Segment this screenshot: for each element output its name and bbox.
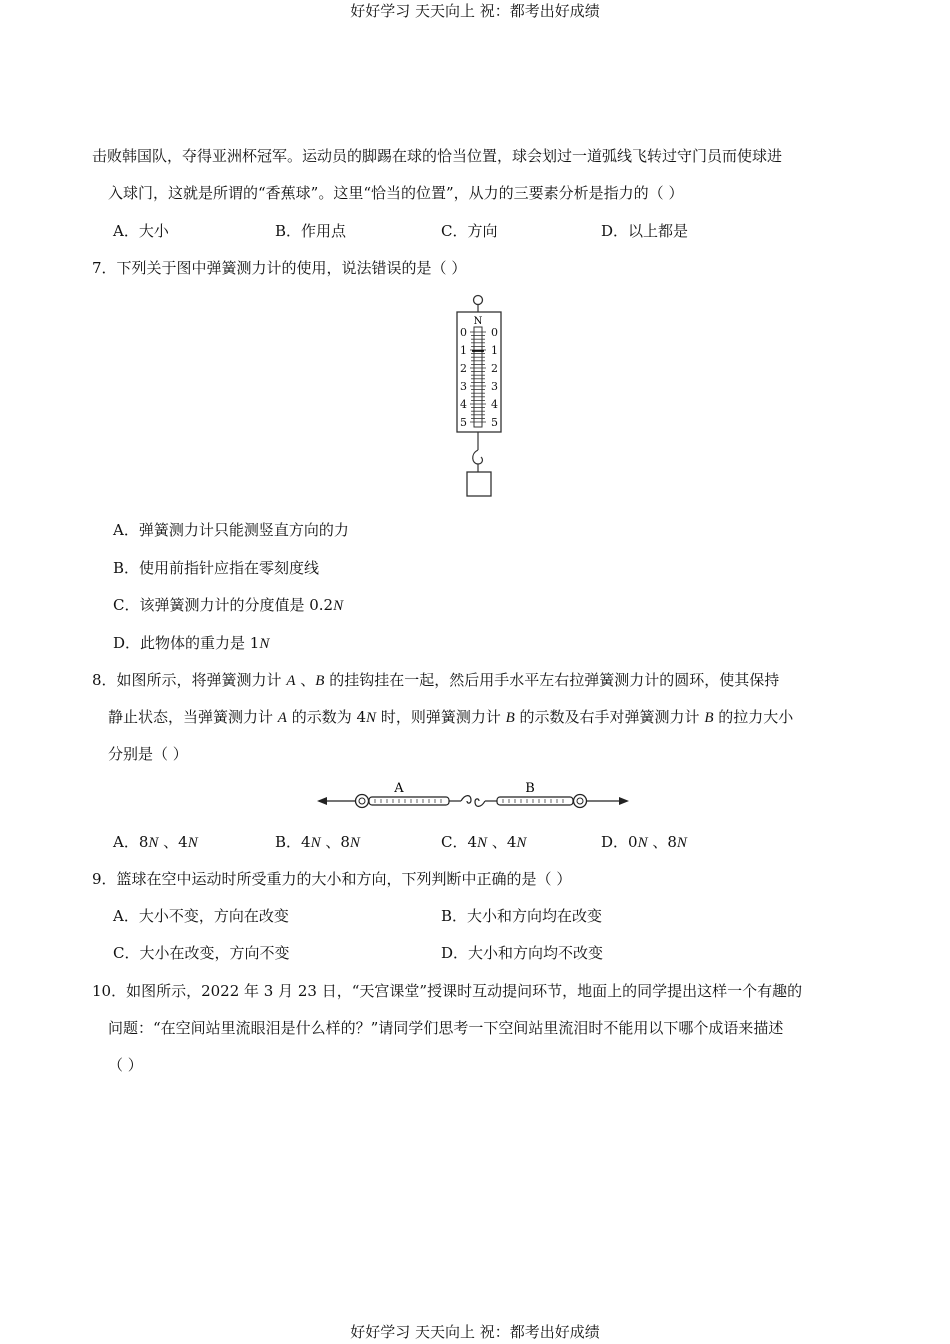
page-header: 好好学习 天天向上 祝：都考出好成绩 bbox=[350, 2, 600, 20]
q8-line-1: 8．如图所示，将弹簧测力计 A 、B 的挂钩挂在一起，然后用手水平左右拉弹簧测力计的圆环，使其保持 bbox=[92, 671, 780, 689]
q6-option-d: D．以上都是 bbox=[601, 222, 689, 240]
spring-scale-figure bbox=[440, 292, 520, 502]
q8-line-3: 分别是（ ） bbox=[108, 745, 188, 763]
two-spring-scales-figure bbox=[315, 776, 635, 816]
scale-right-tick-label: 5 bbox=[491, 416, 498, 429]
scale-left-tick-label: 0 bbox=[460, 326, 467, 339]
q8-line-2: 静止状态，当弹簧测力计 A 的示数为 4N 时，则弹簧测力计 B 的示数及右手对弹簧测力计 B 的拉力大小 bbox=[108, 708, 794, 726]
scale-unit-label: N bbox=[473, 316, 483, 327]
q10-line-1: 10．如图所示，2022 年 3 月 23 日，“天宫课堂”授课时互动提问环节，地面上的同学提出这样一个有趣的 bbox=[92, 982, 803, 1000]
scale-right-tick-label: 4 bbox=[491, 398, 498, 411]
scale-left-tick-label: 3 bbox=[460, 380, 467, 393]
scale-b-label: B bbox=[525, 781, 535, 796]
q8-option-c: C．4N 、4N bbox=[441, 833, 527, 851]
q8-option-b: B．4N 、8N bbox=[275, 833, 360, 851]
q6-line-1: 击败韩国队，夺得亚洲杯冠军。运动员的脚踢在球的恰当位置，球会划过一道弧线飞转过守门员而使球进 bbox=[92, 147, 783, 165]
scale-right-tick-label: 0 bbox=[491, 326, 498, 339]
q8-option-d: D．0N 、8N bbox=[601, 833, 687, 851]
hook-a bbox=[461, 796, 471, 804]
scale-left-tick-label: 2 bbox=[460, 362, 467, 375]
scale-right-tick-label: 2 bbox=[491, 362, 498, 375]
scale-b-body bbox=[497, 797, 573, 805]
page-footer: 好好学习 天天向上 祝：都考出好成绩 bbox=[350, 1323, 600, 1341]
scale-right-tick-label: 1 bbox=[491, 344, 498, 357]
scale-right-tick-label: 3 bbox=[491, 380, 498, 393]
q10-line-3: （ ） bbox=[108, 1056, 143, 1074]
hanging-block bbox=[467, 472, 491, 496]
q8-option-a: A．8N 、4N bbox=[113, 833, 198, 851]
q6-option-c: C．方向 bbox=[441, 222, 498, 240]
scale-left-tick-label: 5 bbox=[460, 416, 467, 429]
q7-stem: 7．下列关于图中弹簧测力计的使用，说法错误的是（ ） bbox=[92, 259, 467, 277]
hook-b bbox=[475, 799, 485, 807]
scale-a-label: A bbox=[394, 781, 404, 796]
q9-option-c: C．大小在改变，方向不变 bbox=[113, 944, 290, 962]
scale-hook bbox=[473, 450, 483, 464]
q9-option-d: D．大小和方向均不改变 bbox=[441, 944, 604, 962]
q6-option-b: B．作用点 bbox=[275, 222, 347, 240]
scale-left-tick-label: 4 bbox=[460, 398, 467, 411]
q9-stem: 9．篮球在空中运动时所受重力的大小和方向，下列判断中正确的是（ ） bbox=[92, 870, 572, 888]
q10-line-2: 问题：“在空间站里流眼泪是什么样的？”请同学们思考一下空间站里流泪时不能用以下哪个成语来描述 bbox=[108, 1019, 784, 1037]
q6-line-2: 入球门，这就是所谓的“香蕉球”。这里“恰当的位置”，从力的三要素分析是指力的（ ） bbox=[108, 184, 684, 202]
q7-option-a: A．弹簧测力计只能测竖直方向的力 bbox=[113, 521, 349, 539]
scale-left-tick-label: 1 bbox=[460, 344, 467, 357]
q7-option-d: D．此物体的重力是 1N bbox=[113, 634, 270, 652]
q6-option-a: A．大小 bbox=[113, 222, 169, 240]
q7-option-c: C．该弹簧测力计的分度值是 0.2N bbox=[113, 596, 344, 614]
q9-option-a: A．大小不变，方向在改变 bbox=[113, 907, 289, 925]
q9-option-b: B．大小和方向均在改变 bbox=[441, 907, 603, 925]
q7-option-b: B．使用前指针应指在零刻度线 bbox=[113, 559, 320, 577]
